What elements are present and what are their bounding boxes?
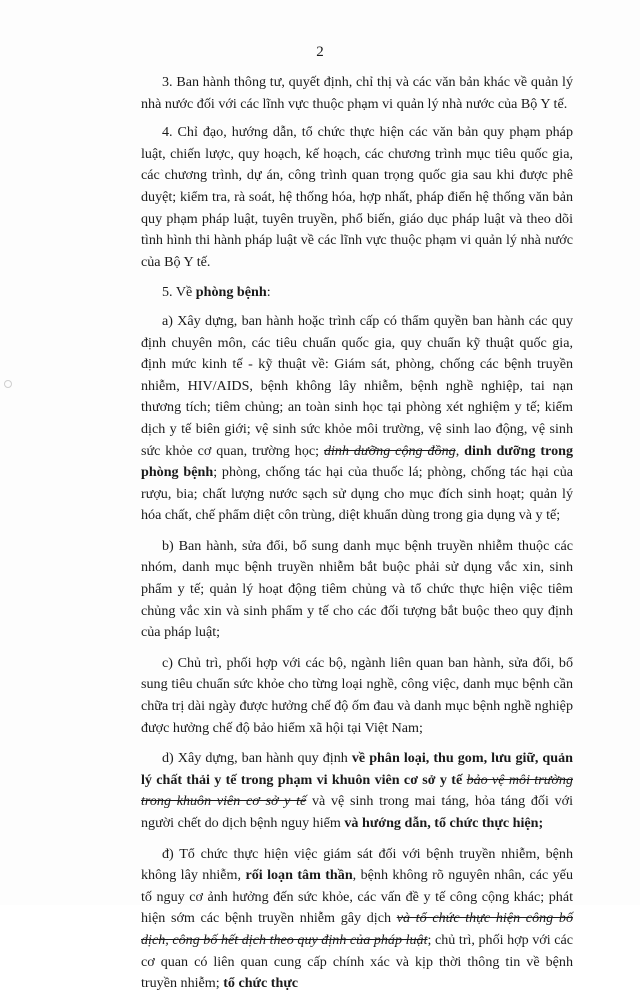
item-d-added-text-2: và hướng dẫn, tổ chức thực hiện; <box>344 815 544 831</box>
item-dd-text-3: ; chủ trì, phối hợp với các cơ quan có liên quan cung cấp chính xác và kịp thời thông tin về bệnh truyền nhiễm; <box>141 931 573 992</box>
item-a-text-3: ; phòng, chống tác hại của thuốc lá; phòng, chống tác hại của rượu, bia; chất lượng nước sạch sử dụng cho mục đích sinh hoạt; quản lý hóa chất, chế phẩm diệt côn trùng, diệt khuẩn dùng trong gia dụng và y tế; <box>141 464 573 524</box>
item-dd-added-text-2: tổ chức thực <box>223 975 299 992</box>
page-number: 2 <box>316 44 324 60</box>
paragraph-item-4: 4. Chỉ đạo, hướng dẫn, tổ chức thực hiện các văn bản quy phạm pháp luật, chiến lược, quy hoạch, kế hoạch, các chương trình mục tiêu quốc gia, các chương trình, dự án, công trình quan trọng quốc gia sau khi được phê duyệt; kiểm tra, rà soát, hệ thống hóa, hợp nhất, pháp điển hệ thống văn bản quy phạm pháp luật, tuyên truyền, phổ biến, giáo dục pháp luật và theo dõi tình hình thi hành pháp luật về các lĩnh vực thuộc phạm vi quản lý nhà nước của Bộ Y tế. <box>141 124 573 270</box>
item-a-deleted-text: dinh dưỡng cộng đồng <box>323 442 456 459</box>
section-heading-5 <box>141 282 573 304</box>
item-a-added-text: dinh dưỡng trong phòng bệnh <box>141 442 573 481</box>
paragraph-item-3: 3. Ban hành thông tư, quyết định, chỉ thị và các văn bản khác về quản lý nhà nước đối với các lĩnh vực thuộc phạm vi quản lý nhà nước của Bộ Y tế. <box>141 74 573 112</box>
heading-bold: phòng bệnh <box>195 284 267 301</box>
item-d-text-3: và vệ sinh trong mai táng, hỏa táng đối với người chết do dịch bệnh nguy hiểm <box>141 793 574 831</box>
document-body <box>141 72 573 1004</box>
heading-suffix: : <box>266 284 271 301</box>
item-dd-deleted-text: và tổ chức thực hiện công bố dịch, công bố hết dịch theo quy định của pháp luật <box>141 910 573 948</box>
item-dd-text-1: đ) Tổ chức thực hiện việc giám sát đối với bệnh truyền nhiễm, bệnh không lây nhiễm, <box>141 845 573 884</box>
punch-hole-mark <box>4 380 12 388</box>
heading-prefix: 5. Về <box>162 284 196 301</box>
paragraph-item-d <box>141 748 573 834</box>
paragraph-item-a <box>141 311 573 527</box>
item-dd-added-text-1: rối loạn tâm thần <box>245 867 353 884</box>
item-d-deleted-text: bảo vệ môi trường trong khuôn viên cơ sở y tế <box>141 771 573 810</box>
paragraph-item-dd <box>141 844 573 995</box>
item-d-text-1: d) Xây dựng, ban hành quy định <box>162 750 352 767</box>
item-dd-text-2: , bệnh không rõ nguyên nhân, các yếu tố nguy cơ ảnh hưởng đến sức khỏe, các vấn đề y tế công cộng khác; phát hiện sớm các bệnh truyền nhiễm gây dịch <box>141 867 573 927</box>
item-a-text-1: a) Xây dựng, ban hành hoặc trình cấp có thẩm quyền ban hành các quy định chuyên môn, các tiêu chuẩn quốc gia, quy chuẩn kỹ thuật quốc gia, định mức kinh tế - kỹ thuật về: Giám sát, phòng, chống các bệnh truyền nhiễm, HIV/AIDS, bệnh không lây nhiễm, bệnh nghề nghiệp, tai nạn thương tích; tiêm chủng; an toàn sinh học tại phòng xét nghiệm y tế; kiểm dịch y tế biên giới; vệ sinh sức khỏe môi trường, vệ sinh lao động, vệ sinh sức khỏe cơ quan, trường học; <box>141 312 573 459</box>
paragraph-item-c: c) Chủ trì, phối hợp với các bộ, ngành liên quan ban hành, sửa đổi, bổ sung tiêu chuẩn sức khỏe cho từng loại nghề, công việc, danh mục bệnh cần chữa trị dài ngày được hưởng chế độ ốm đau và danh mục bệnh nghề nghiệp được hưởng chế độ bảo hiểm xã hội tại Việt Nam; <box>141 654 573 736</box>
item-d-added-text-1: về phân loại, thu gom, lưu giữ, quản lý chất thải y tế trong phạm vi khuôn viên cơ sở y tế <box>141 750 573 788</box>
paragraph-item-b: b) Ban hành, sửa đổi, bổ sung danh mục bệnh truyền nhiễm thuộc các nhóm, danh mục bệnh truyền nhiễm bắt buộc phải sử dụng vắc xin, sinh phẩm y tế; quản lý hoạt động tiêm chủng và tổ chức thực hiện việc tiêm chủng vắc xin và sinh phẩm y tế cho các đối tượng bắt buộc theo quy định của pháp luật; <box>141 537 573 641</box>
item-a-text-2: , <box>455 442 465 459</box>
